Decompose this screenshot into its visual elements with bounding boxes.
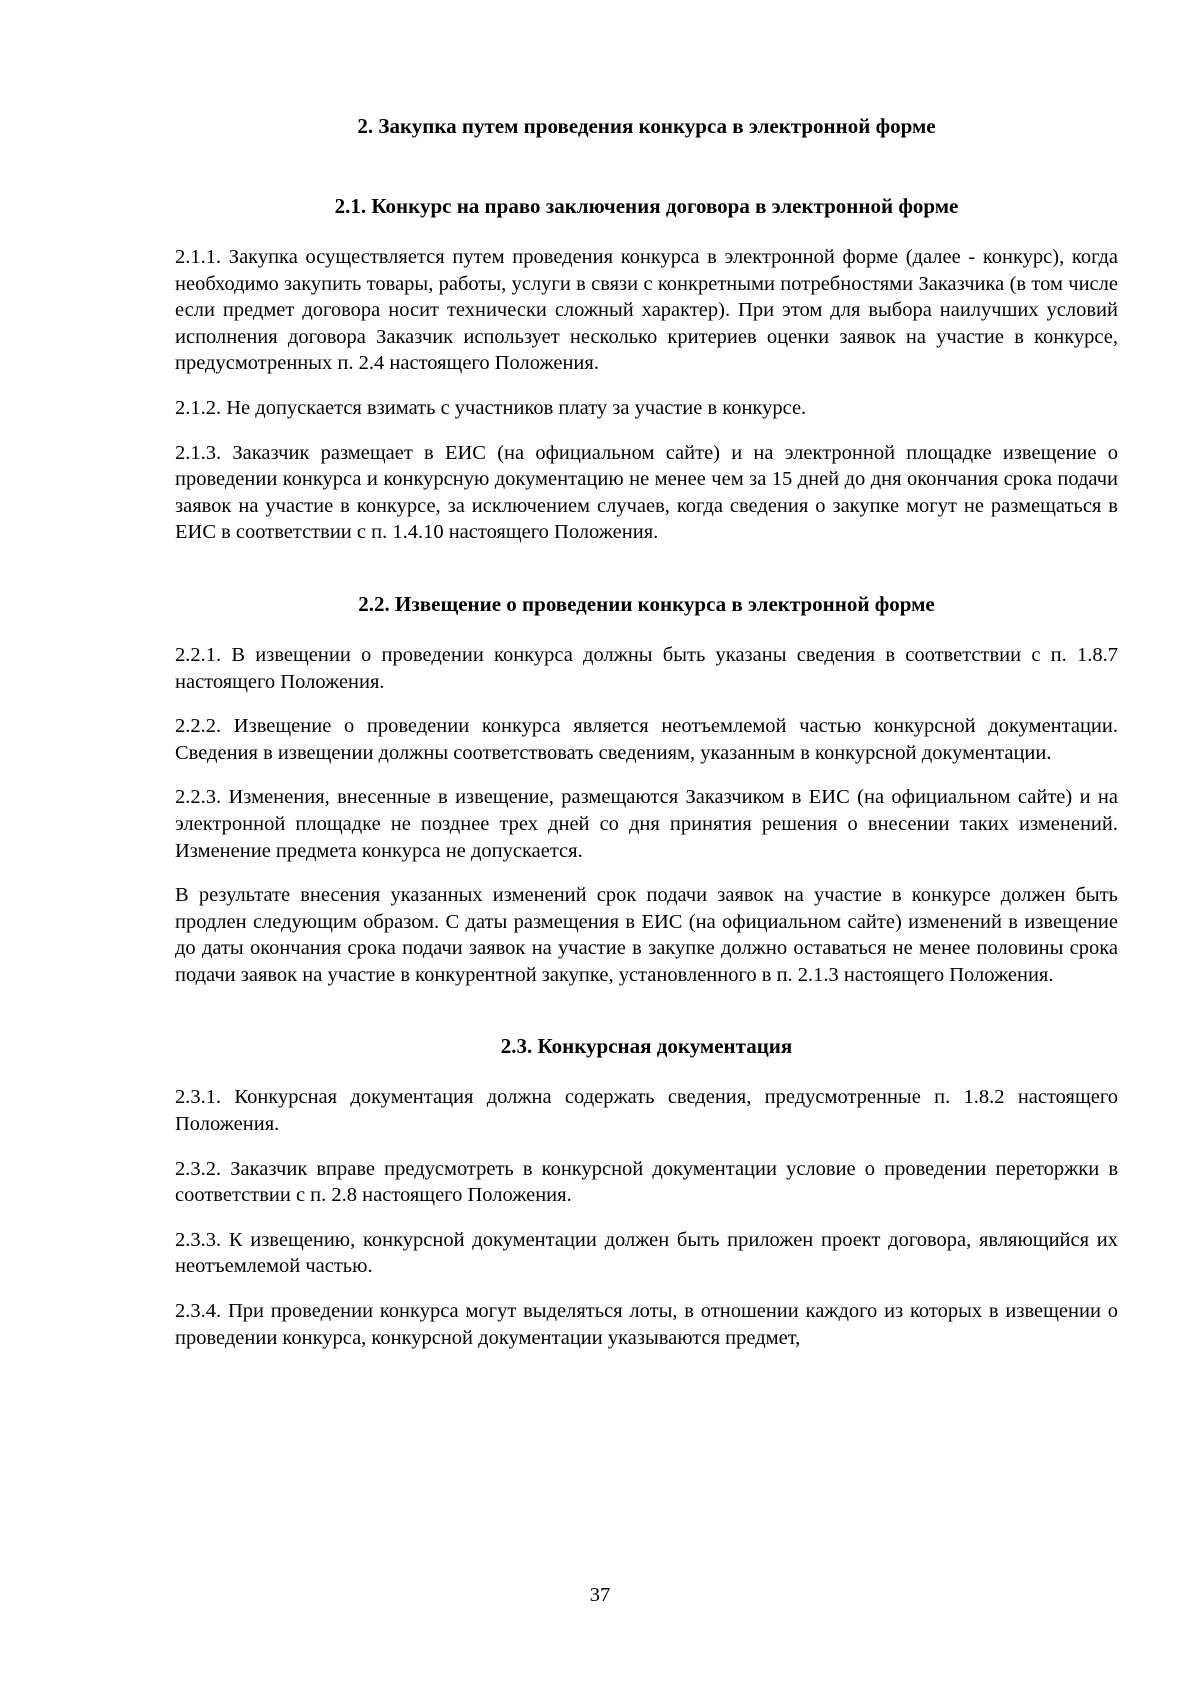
paragraph: 2.2.2. Извещение о проведении конкурса является неотъемлемой частью конкурсной документации. Сведения в извещении должны соответствовать сведениям, указанным в конкурсной документации. [175, 715, 1118, 764]
paragraph: 2.3.4. При проведении конкурса могут выделяться лоты, в отношении каждого из которых в извещении о проведении конкурса, конкурсной документации указываются предмет, [175, 1300, 1118, 1349]
paragraph: В результате внесения указанных изменений срок подачи заявок на участие в конкурсе должен быть продлен следующим образом. С даты размещения в ЕИС (на официальном сайте) изменений в извещение до даты окончания срока подачи заявок на участие в закупке должно оставаться не менее половины срока подачи заявок на участие в конкурентной закупке, установленного в п. 2.1.3 настоящего Положения. [175, 884, 1118, 986]
paragraph: 2.1.2. Не допускается взимать с участников плату за участие в конкурсе. [175, 396, 807, 419]
chapter-heading: 2. Закупка путем проведения конкурса в электронной форме [357, 114, 936, 138]
section-2-3 [175, 1032, 1118, 1351]
section-heading: 2.3. Конкурсная документация [500, 1034, 793, 1059]
paragraph: 2.2.3. Изменения, внесенные в извещение, размещаются Заказчиком в ЕИС (на официальном сайте) и на электронной площадке не позднее трех дней со дня принятия решения о внесении таких изменений. Изменение предмета конкурса не допускается. [175, 786, 1118, 862]
section-2-1 [175, 192, 1118, 546]
paragraph: 2.2.1. В извещении о проведении конкурса должны быть указаны сведения в соответствии с п. 1.8.7 настоящего Положения. [175, 643, 1118, 693]
page-content [175, 112, 1118, 1369]
page-number: 37 [589, 1584, 611, 1606]
paragraph: 2.3.2. Заказчик вправе предусмотреть в конкурсной документации условие о проведении переторжки в соответствии с п. 2.8 настоящего Положения. [175, 1157, 1118, 1207]
paragraph: 2.3.1. Конкурсная документация должна содержать сведения, предусмотренные п. 1.8.2 настоящего Положения. [175, 1086, 1118, 1136]
section-heading: 2.2. Извещение о проведении конкурса в электронной форме [358, 591, 935, 616]
section-2-2 [175, 590, 1118, 989]
section-heading: 2.1. Конкурс на право заключения договора в электронной форме [334, 194, 959, 218]
paragraph: 2.1.1. Закупка осуществляется путем проведения конкурса в электронной форме (далее - конкурс), когда необходимо закупить товары, работы, услуги в связи с конкретными потребностями Заказчика (в том числе если предмет договора носит технически сложный характер). При этом для выбора наилучших условий исполнения договора Заказчик использует несколько критериев оценки заявок на участие в конкурсе, предусмотренных п. 2.4 настоящего Положения. [175, 246, 1118, 375]
paragraph: 2.1.3. Заказчик размещает в ЕИС (на официальном сайте) и на электронной площадке извещение о проведении конкурса и конкурсную документацию не менее чем за 15 дней до дня окончания срока подачи заявок на участие в конкурсе, за исключением случаев, когда сведения о закупке могут не размещаться в ЕИС в соответствии с п. 1.4.10 настоящего Положения. [175, 441, 1118, 544]
paragraph: 2.3.3. К извещению, конкурсной документации должен быть приложен проект договора, являющийся их неотъемлемой частью. [175, 1228, 1118, 1278]
